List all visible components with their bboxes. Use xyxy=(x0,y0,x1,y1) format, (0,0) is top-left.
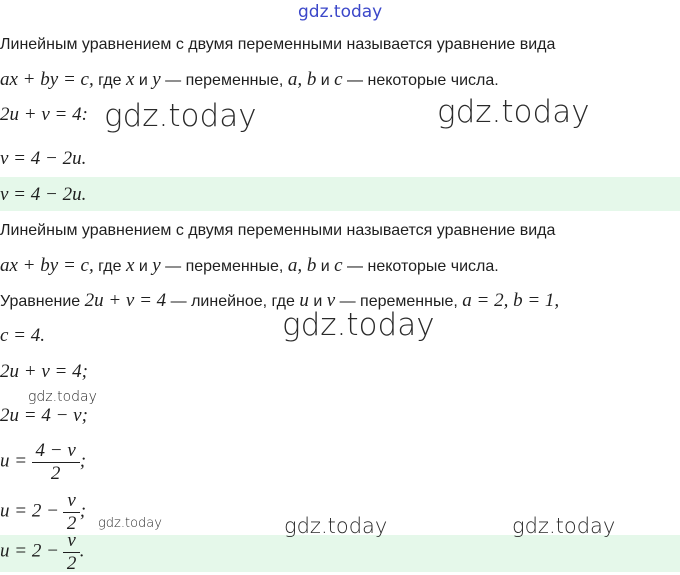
fraction-numerator: 4 − v xyxy=(32,440,80,463)
watermark: gdz.today xyxy=(28,389,97,405)
conj: и xyxy=(313,293,323,310)
conj: и xyxy=(138,72,148,89)
fraction-denominator: 2 xyxy=(66,553,77,574)
step-2: 2u = 4 − v; xyxy=(0,405,88,426)
statement-values: a = 2, b = 1, xyxy=(462,290,560,311)
definition-text: — некоторые числа. xyxy=(347,258,499,275)
answer-lhs: u = 2 − xyxy=(0,540,59,562)
var-u: u xyxy=(299,290,309,311)
fraction-denominator: 2 xyxy=(50,463,61,484)
conj: и xyxy=(138,258,148,275)
equation-line-2: v = 4 − 2u. xyxy=(0,148,87,169)
coeffs: a, b xyxy=(287,69,317,90)
step-4-fraction xyxy=(63,490,79,535)
watermark: gdz.today xyxy=(437,94,590,130)
definition-text: — некоторые числа. xyxy=(347,72,499,89)
conj: и xyxy=(320,72,330,89)
statement-text: Уравнение xyxy=(0,293,81,310)
step-4-lhs: u = 2 − xyxy=(0,500,59,522)
step-4 xyxy=(0,490,86,535)
equation-line-1: 2u + v = 4: xyxy=(0,104,88,125)
statement-text: — переменные, xyxy=(339,293,458,310)
c-value-line: c = 4. xyxy=(0,325,46,346)
statement-line xyxy=(0,291,559,312)
step-1: 2u + v = 4; xyxy=(0,361,88,382)
var-x: x xyxy=(125,69,135,90)
coeff-c: c xyxy=(334,255,343,276)
watermark: gdz.today xyxy=(98,516,162,531)
coeff-c: c xyxy=(334,69,343,90)
definition-text: — переменные, xyxy=(165,72,284,89)
answer-highlight-1 xyxy=(0,177,680,211)
definition-line-1: Линейным уравнением с двумя переменными называется уравнение вида xyxy=(0,36,556,53)
answer-fraction xyxy=(63,530,79,575)
definition-text: где xyxy=(98,72,122,89)
answer-highlight-2 xyxy=(0,535,680,572)
var-x: x xyxy=(125,255,135,276)
watermark: gdz.today xyxy=(282,307,435,343)
step-3-end: ; xyxy=(79,450,87,472)
header-watermark: gdz.today xyxy=(298,2,383,22)
watermark: gdz.today xyxy=(284,514,388,538)
step-4-end: ; xyxy=(79,500,87,522)
coeffs: a, b xyxy=(287,255,317,276)
definition-text: где xyxy=(98,258,122,275)
step-3-lhs: u = xyxy=(0,450,28,472)
definition-equation: ax + by = c, xyxy=(0,255,94,276)
statement-text: — линейное, где xyxy=(170,293,295,310)
answer-line-2 xyxy=(0,530,85,575)
step-3 xyxy=(0,440,86,485)
conj: и xyxy=(320,258,330,275)
definition-line-2 xyxy=(0,70,499,91)
watermark: gdz.today xyxy=(512,514,616,538)
definition-equation: ax + by = c, xyxy=(0,69,94,90)
fraction-denominator: 2 xyxy=(66,513,77,534)
fraction-numerator: v xyxy=(63,490,79,513)
definition-line-1b: Линейным уравнением с двумя переменными называется уравнение вида xyxy=(0,222,556,239)
var-v: v xyxy=(326,290,336,311)
answer-end: . xyxy=(79,540,85,562)
fraction-numerator: v xyxy=(63,530,79,553)
var-y: y xyxy=(152,69,161,90)
answer-line-1: v = 4 − 2u. xyxy=(0,184,87,205)
watermark: gdz.today xyxy=(104,98,257,134)
step-3-fraction xyxy=(32,440,80,485)
var-y: y xyxy=(152,255,161,276)
definition-text: — переменные, xyxy=(165,258,284,275)
definition-line-2b xyxy=(0,256,499,277)
statement-equation: 2u + v = 4 xyxy=(84,290,167,311)
